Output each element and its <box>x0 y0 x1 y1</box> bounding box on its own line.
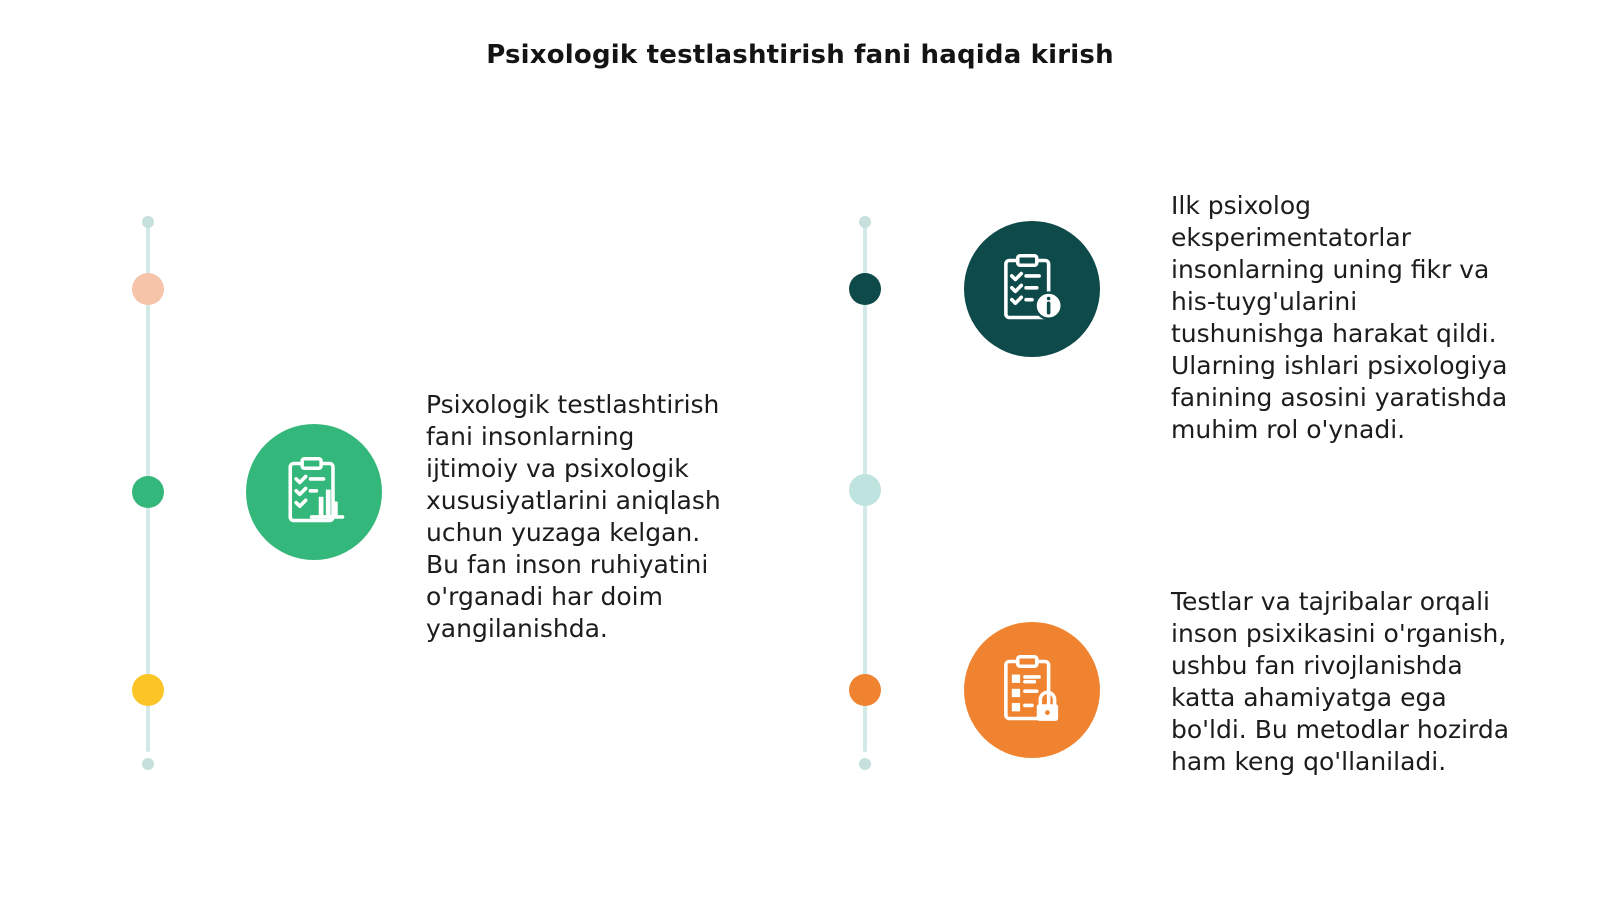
left-green-dot <box>132 476 164 508</box>
card-3-text: Testlar va tajribalar orqali inson psixikasini o'rganish, ushbu fan rivojlanishda katta ahamiyatga ega bo'ldi. Bu metodlar hozirda ham keng qo'llaniladi. <box>1171 587 1510 776</box>
clipboard-chart-icon <box>276 454 352 530</box>
right-timeline-start <box>859 216 871 228</box>
right-light-teal-dot <box>849 474 881 506</box>
card-1-text: Psixologik testlashtirish fani insonlarning ijtimoiy va psixologik xususiyatlarini aniqlash uchun yuzaga kelgan. Bu fan inson ruhiyatini o'rganadi har doim yangilanishda. <box>426 390 721 643</box>
clipboard-chart-circle <box>246 424 382 560</box>
left-peach-dot <box>132 273 164 305</box>
right-dark-teal-dot <box>849 273 881 305</box>
clipboard-lock-circle <box>964 622 1100 758</box>
clipboard-lock-icon <box>994 652 1070 728</box>
page-title: Psixologik testlashtirish fani haqida kirish <box>486 40 1114 70</box>
card-2-text: Ilk psixolog eksperimentatorlar insonlarning uning fikr va his-tuyg'ularini tushunishga harakat qildi. Ularning ishlari psixologiya fanining asosini yaratishda muhim rol o'ynadi. <box>1171 191 1508 444</box>
clipboard-info-circle <box>964 221 1100 357</box>
left-timeline-end <box>142 758 154 770</box>
left-yellow-dot <box>132 674 164 706</box>
right-timeline-end <box>859 758 871 770</box>
clipboard-info-icon <box>994 251 1070 327</box>
left-timeline-start <box>142 216 154 228</box>
right-orange-dot <box>849 674 881 706</box>
